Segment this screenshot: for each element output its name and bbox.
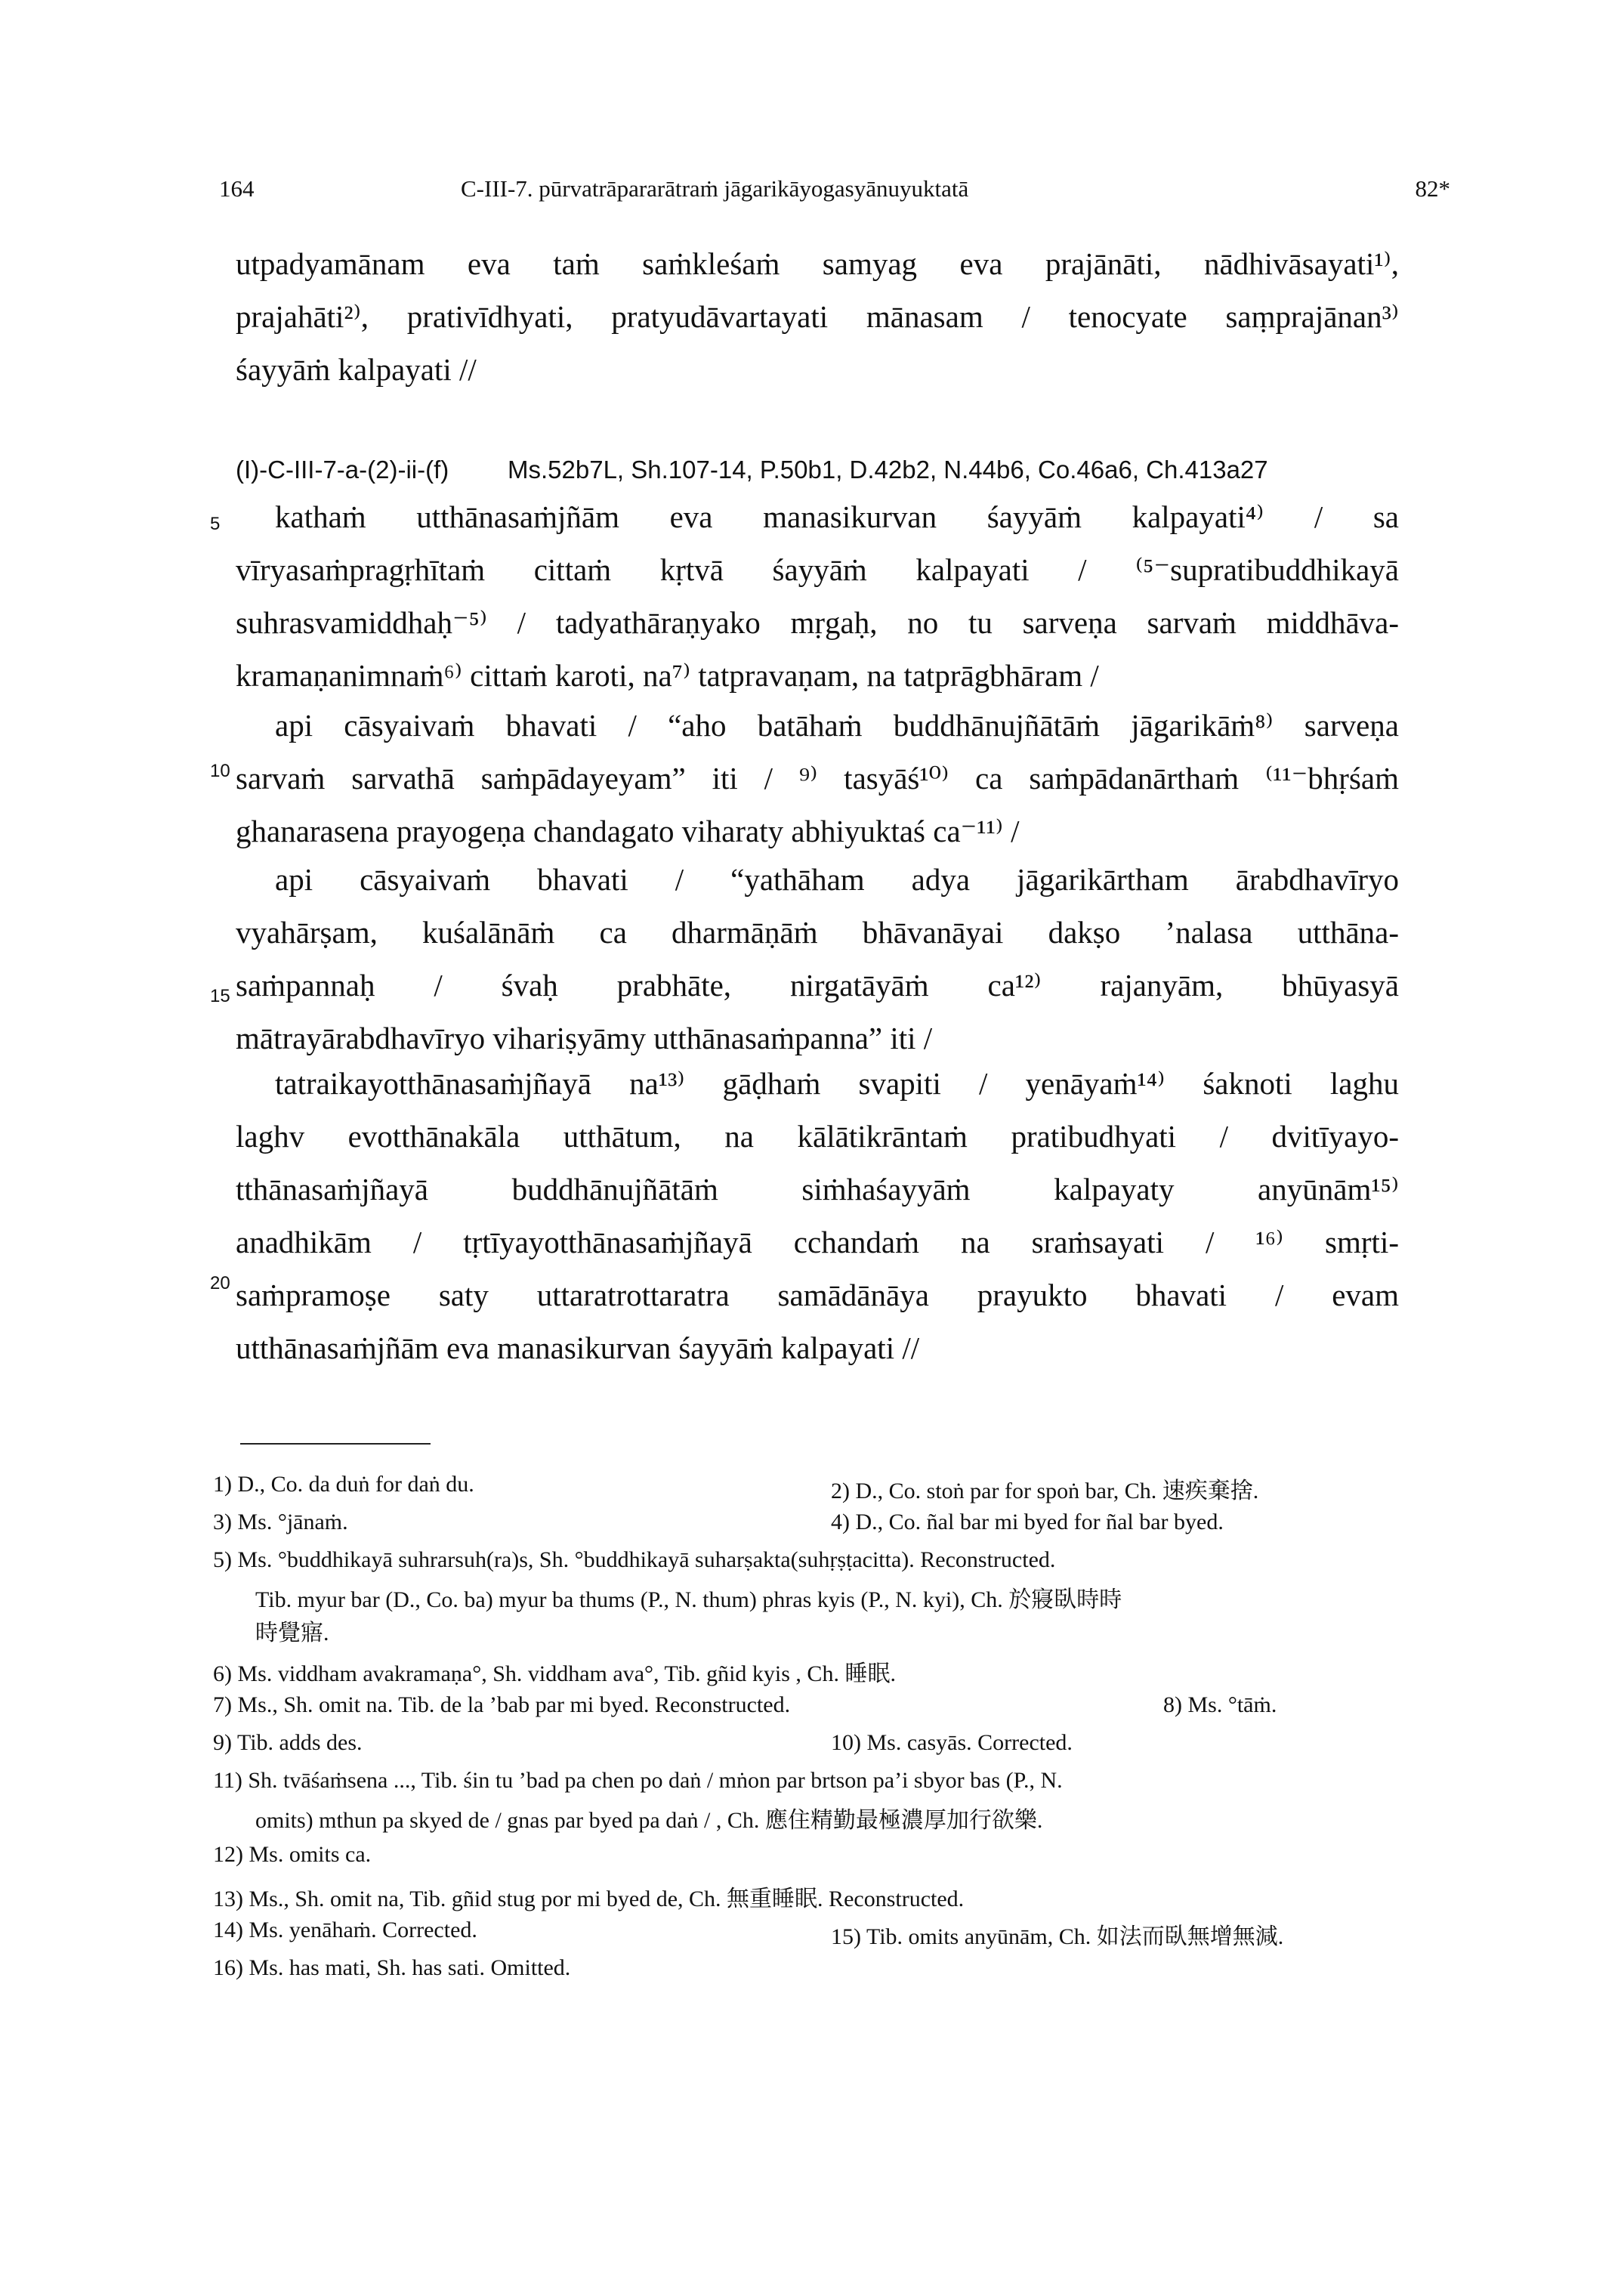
line-number: 5 [210,514,221,534]
text-line: ghanarasena prayogeṇa chandagato viharaty abhiyuktaś ca⁻¹¹⁾ / [236,814,1020,848]
line-number: 15 [210,986,230,1006]
source-locations: Ms.52b7L, Sh.107-14, P.50b1, D.42b2, N.44b6, Co.46a6, Ch.413a27 [508,456,1268,484]
footnote: 3) Ms. °jānaṁ. [213,1510,348,1534]
text-line: laghv evotthānakāla utthātum, na kālātikrāntaṁ pratibudhyati / dvitīyayo- [236,1119,1399,1154]
footnote-continuation: 時覺寤. [255,1621,329,1646]
footnote: 2) D., Co. stoṅ par for spoṅ bar, Ch. 速疾棄捨. [831,1479,1259,1503]
footnote: 10) Ms. casyās. Corrected. [831,1730,1073,1755]
footnote: 14) Ms. yenāhaṁ. Corrected. [213,1917,477,1942]
footnote-continuation: Tib. myur bar (D., Co. ba) myur ba thums (P., N. thum) phras kyis (P., N. kyi), Ch. 於寢臥時時 [255,1587,1122,1612]
line-number: 20 [210,1273,230,1293]
text-line: kramaṇanimnaṁ⁶⁾ cittaṁ karoti, na⁷⁾ tatpravaṇam, na tatprāgbhāram / [236,658,1099,693]
text-line: prajahāti²⁾, prativīdhyati, pratyudāvartayati mānasam / tenocyate saṃprajānan³⁾ [236,299,1399,334]
running-header [219,175,1450,213]
text-line: tthānasaṁjñayā buddhānujñātāṁ siṁhaśayyāṁ kalpayaty anyūnām¹⁵⁾ [236,1172,1399,1207]
footnote: 4) D., Co. ñal bar mi byed for ñal bar byed. [831,1510,1224,1534]
page-number: 164 [219,175,255,202]
line-number: 10 [210,761,230,781]
text-line: utthānasaṁjñām eva manasikurvan śayyāṁ kalpayati // [236,1330,920,1365]
footnote: 11) Sh. tvāśaṁsena ..., Tib. śin tu ’bad pa chen po daṅ / mṅon par brtson pa’i sbyor bas (P., N. [213,1768,1063,1793]
text-line: api cāsyaivaṁ bhavati / “aho batāhaṁ buddhānujñātāṁ jāgarikāṁ⁸⁾ sarveṇa [275,708,1399,743]
folio-number: 82* [1415,175,1450,202]
text-line: śayyāṁ kalpayati // [236,352,477,387]
text-line: anadhikām / tṛtīyayotthānasaṁjñayā cchandaṁ na sraṁsayati / ¹⁶⁾ smṛti- [236,1225,1399,1259]
footnote: 7) Ms., Sh. omit na. Tib. de la ’bab par mi byed. Reconstructed. [213,1692,791,1717]
text-line: api cāsyaivaṁ bhavati / “yathāham adya jāgarikārtham ārabdhavīryo [275,862,1399,897]
text-line: vyahārṣam, kuśalānāṁ ca dharmāṇāṁ bhāvanāyai dakṣo ’nalasa utthāna- [236,915,1399,950]
text-line: tatraikayotthānasaṁjñayā na¹³⁾ gāḍhaṁ svapiti / yenāyaṁ¹⁴⁾ śaknoti laghu [275,1066,1399,1101]
text-line: utpadyamānam eva taṁ saṁkleśaṁ samyag eva prajānāti, nādhivāsayati¹⁾, [236,246,1399,281]
footnote: 9) Tib. adds des. [213,1730,363,1755]
text-line: saṁpramoṣe saty uttaratrottaratra samādānāya prayukto bhavati / evam [236,1278,1399,1312]
text-line: sarvaṁ sarvathā saṁpādayeyam” iti / ⁹⁾ tasyāś¹⁰⁾ ca saṁpādanārthaṁ ⁽¹¹⁻bhṛśaṁ [236,761,1399,796]
footnote: 12) Ms. omits ca. [213,1842,372,1867]
section-id: (I)-C-III-7-a-(2)-ii-(f) [236,456,449,484]
footnote: 6) Ms. viddham avakramaṇa°, Sh. viddham ava°, Tib. gñid kyis , Ch. 睡眠. [213,1661,896,1686]
text-line: mātrayārabdhavīryo vihariṣyāmy utthānasaṁpanna” iti / [236,1021,933,1055]
footnote: 1) D., Co. da duṅ for daṅ du. [213,1472,474,1497]
footnote: 15) Tib. omits anyūnām, Ch. 如法而臥無增無減. [831,1924,1284,1949]
text-line: kathaṁ utthānasaṁjñām eva manasikurvan śayyāṁ kalpayati⁴⁾ / sa [275,499,1399,534]
text-line: vīryasaṁpragṛhītaṁ cittaṁ kṛtvā śayyāṁ kalpayati / ⁽⁵⁻supratibuddhikayā [236,552,1399,587]
footnote: 8) Ms. °tāṁ. [1163,1692,1277,1717]
text-line: suhrasvamiddhaḥ⁻⁵⁾ / tadyathāraṇyako mṛgaḥ, no tu sarveṇa sarvaṁ middhāva- [236,605,1399,640]
footnote: 5) Ms. °buddhikayā suhrarsuh(ra)s, Sh. °buddhikayā suharṣakta(suhṛṣṭacitta). Reconstructed. [213,1547,1056,1572]
footnote-rule [240,1443,431,1445]
footnote: 16) Ms. has mati, Sh. has sati. Omitted. [213,1955,571,1980]
footnote: 13) Ms., Sh. omit na, Tib. gñid stug por mi byed de, Ch. 無重睡眠. Reconstructed. [213,1887,965,1911]
footnote-continuation: omits) mthun pa skyed de / gnas par byed pa daṅ / , Ch. 應住精勤最極濃厚加行欲樂. [255,1808,1043,1833]
running-title: C-III-7. pūrvatrāpararātraṁ jāgarikāyogasyānuyuktatā [461,175,969,202]
text-line: saṁpannaḥ / śvaḥ prabhāte, nirgatāyāṁ ca¹²⁾ rajanyām, bhūyasyā [236,968,1399,1003]
